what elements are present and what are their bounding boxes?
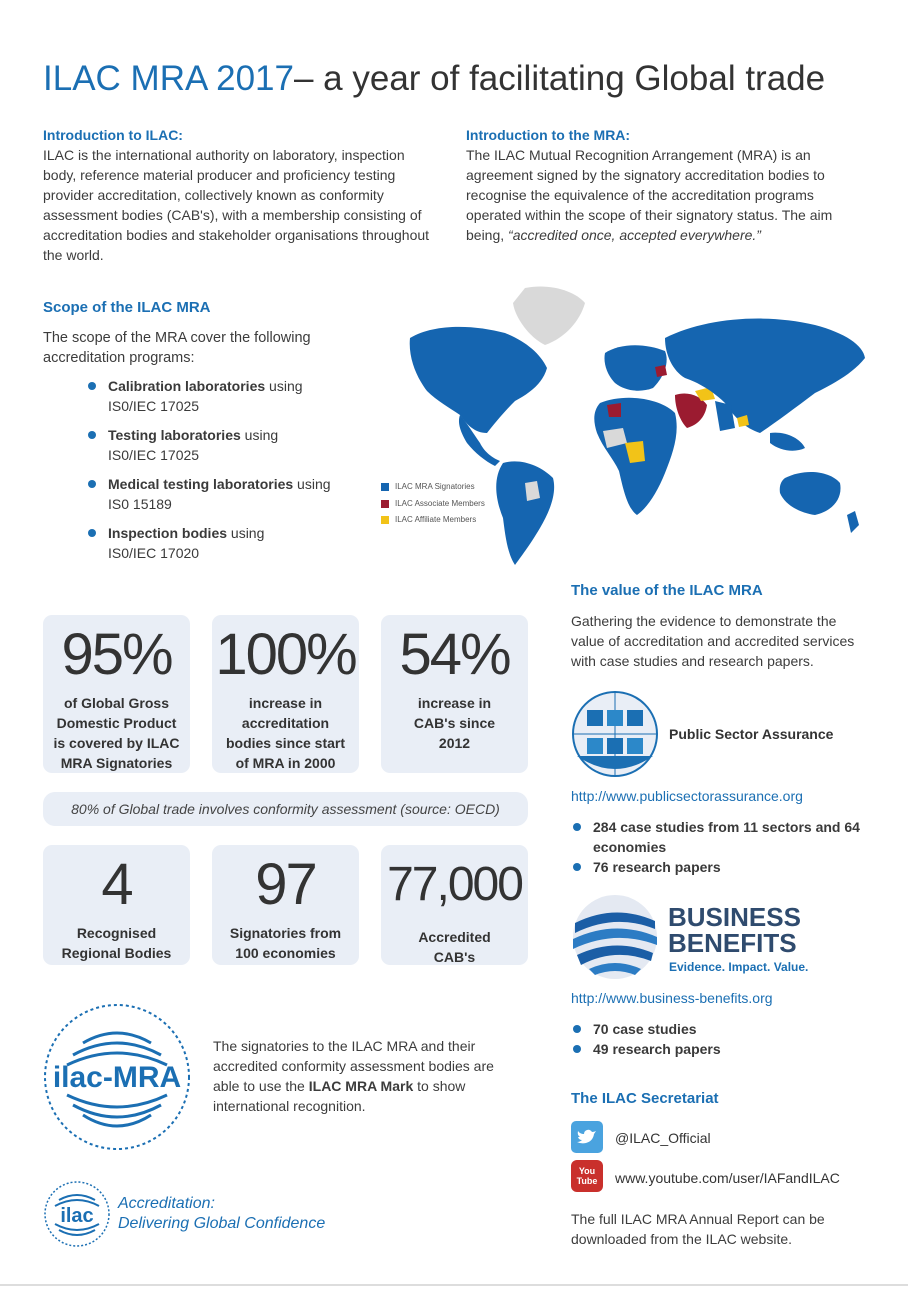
stat-value: 77,000 <box>387 858 522 911</box>
scope-item <box>86 425 386 465</box>
stat-box-cabs <box>381 615 528 773</box>
annual-report-note: The full ILAC MRA Annual Report can be downloaded from the ILAC website. <box>571 1211 825 1247</box>
scope-list <box>86 376 386 563</box>
bb-item: 49 research papers <box>571 1039 871 1059</box>
footer-tagline <box>118 1194 325 1234</box>
youtube-link[interactable]: www.youtube.com/user/IAFandILAC <box>615 1170 840 1186</box>
trade-banner <box>43 792 528 826</box>
intro-mra-body: The ILAC Mutual Recognition Arrangement (MRA) is an agreement signed by the signatory accreditation bodies to recognise the equivalence of the accreditation programs operated within the scope of their signatory status. The aim being, <box>466 147 833 243</box>
intro-mra-quote: “accredited once, accepted everywhere.” <box>508 227 761 243</box>
twitter-icon[interactable] <box>571 1121 603 1153</box>
bb-line2: BENEFITS <box>668 928 797 958</box>
intro-ilac-section <box>43 127 435 265</box>
map-associate-europe <box>655 365 667 377</box>
secretariat-heading: The ILAC Secretariat <box>571 1090 719 1107</box>
bb-link[interactable]: http://www.business-benefits.org <box>571 990 773 1006</box>
legend-affiliate <box>381 515 476 524</box>
intro-ilac-heading: Introduction to ILAC: <box>43 127 183 143</box>
psa-list <box>571 817 871 877</box>
stat-box-regional <box>43 845 190 965</box>
legend-swatch <box>381 483 389 491</box>
map-north-america <box>410 327 547 433</box>
map-south-america <box>496 461 554 565</box>
psa-item: 284 case studies from 11 sectors and 64 economies <box>571 817 871 857</box>
psa-globe-icon <box>571 690 659 778</box>
mark-text-bold: ILAC MRA Mark <box>308 1078 414 1094</box>
map-greenland <box>513 286 585 345</box>
scope-item-using: using <box>293 476 331 492</box>
scope-item-using: using <box>265 378 303 394</box>
ilac-mra-logo-text: ilac-MRA <box>52 1061 182 1094</box>
scope-item <box>86 474 386 514</box>
mark-text <box>213 1036 523 1116</box>
legend-associate <box>381 499 485 508</box>
scope-item-using: using <box>227 525 265 541</box>
scope-item-name: Inspection bodies <box>108 525 228 541</box>
map-new-zealand <box>847 511 859 533</box>
mark-text-post: to show international recognition. <box>213 1078 466 1114</box>
legend-label: ILAC Associate Members <box>395 499 485 508</box>
title-rest: – a year of facilitating Global trade <box>293 59 826 98</box>
stat-value: 100% <box>215 622 356 687</box>
intro-ilac-text: ILAC is the international authority on laboratory, inspection body, reference material producer and proficiency testing provider accreditation, collectively known as conformity assessment bodies (CAB's), with a membership consisting of accreditation bodies and stakeholder organisations throughout the world. <box>43 147 430 263</box>
stat-caption: Signatories from 100 economies <box>229 925 342 961</box>
stat-box-accredited <box>381 845 528 965</box>
business-benefits-wordmark <box>668 904 801 956</box>
psa-link[interactable]: http://www.publicsectorassurance.org <box>571 788 803 804</box>
scope-item-using: using <box>240 427 279 443</box>
value-text: Gathering the evidence to demonstrate the value of accreditation and accredited services with case studies and research papers. <box>571 613 855 669</box>
world-map <box>375 283 870 568</box>
scope-item-standard: IS0/IEC 17025 <box>108 447 200 463</box>
scope-item-standard: IS0/IEC 17025 <box>108 398 200 414</box>
scope-text: The scope of the MRA cover the following accreditation programs: <box>43 330 311 366</box>
psa-label: Public Sector Assurance <box>669 726 834 742</box>
ilac-footer-logo-text: ilac <box>60 1205 94 1227</box>
scope-item-standard: IS0 15189 <box>108 496 172 512</box>
scope-item <box>86 376 386 416</box>
scope-item-name: Testing laboratories <box>108 427 241 443</box>
page-bottom-divider <box>0 1284 908 1286</box>
stat-box-signatories <box>212 845 359 965</box>
ilac-mra-logo <box>43 1003 191 1151</box>
intro-mra-text <box>466 145 862 245</box>
bb-item: 70 case studies <box>571 1019 871 1039</box>
value-section <box>571 582 871 671</box>
stat-box-gdp <box>43 615 190 773</box>
map-australia <box>780 472 841 515</box>
banner-text: 80% of Global trade involves conformity assessment (source: OECD) <box>71 801 500 817</box>
legend-label: ILAC MRA Signatories <box>395 482 475 491</box>
stat-value: 4 <box>101 852 132 917</box>
scope-item-standard: IS0/IEC 17020 <box>108 545 200 561</box>
scope-item-name: Medical testing laboratories <box>108 476 294 492</box>
stat-value: 95% <box>61 622 172 687</box>
title-highlight: ILAC MRA 2017 <box>43 59 294 98</box>
map-indonesia <box>770 433 805 451</box>
intro-mra-section <box>466 127 862 245</box>
mark-text-pre: The signatories to the ILAC MRA and their accredited conformity assessment bodies are able to use the <box>213 1038 494 1094</box>
psa-item: 76 research papers <box>571 857 871 877</box>
stat-value: 54% <box>399 622 510 687</box>
stat-caption: Recognised Regional Bodies <box>61 925 172 961</box>
legend-label: ILAC Affiliate Members <box>395 515 477 524</box>
business-benefits-globe-icon <box>571 893 659 981</box>
intro-mra-heading: Introduction to the MRA: <box>466 127 631 143</box>
twitter-handle[interactable]: @ILAC_Official <box>615 1130 711 1146</box>
ilac-footer-logo <box>43 1180 111 1248</box>
footer-tagline-line1: Accreditation: <box>118 1195 215 1212</box>
stat-caption: Accredited CAB's <box>418 929 491 965</box>
legend-signatories <box>381 482 475 491</box>
scope-item <box>86 523 386 563</box>
stat-caption: increase in accreditation bodies since start of MRA in 2000 <box>225 695 346 771</box>
footer-tagline-line2: Delivering Global Confidence <box>118 1215 326 1232</box>
stat-value: 97 <box>255 852 316 917</box>
map-associate-africa <box>607 403 621 417</box>
stat-caption: of Global Gross Domestic Product is covered by ILAC MRA Signatories <box>53 695 180 771</box>
stat-box-bodies <box>212 615 359 773</box>
bb-list <box>571 1019 871 1059</box>
bb-line1: BUSINESS <box>668 902 801 932</box>
youtube-icon[interactable]: You Tube <box>571 1160 603 1192</box>
legend-swatch <box>381 516 389 524</box>
scope-section <box>43 299 373 368</box>
bb-tagline: Evidence. Impact. Value. <box>669 960 809 974</box>
stat-caption: increase in CAB's since 2012 <box>413 695 496 751</box>
scope-heading: Scope of the ILAC MRA <box>43 299 211 316</box>
value-heading: The value of the ILAC MRA <box>571 582 763 599</box>
legend-swatch <box>381 500 389 508</box>
page-title <box>43 58 825 100</box>
scope-item-name: Calibration laboratories <box>108 378 266 394</box>
